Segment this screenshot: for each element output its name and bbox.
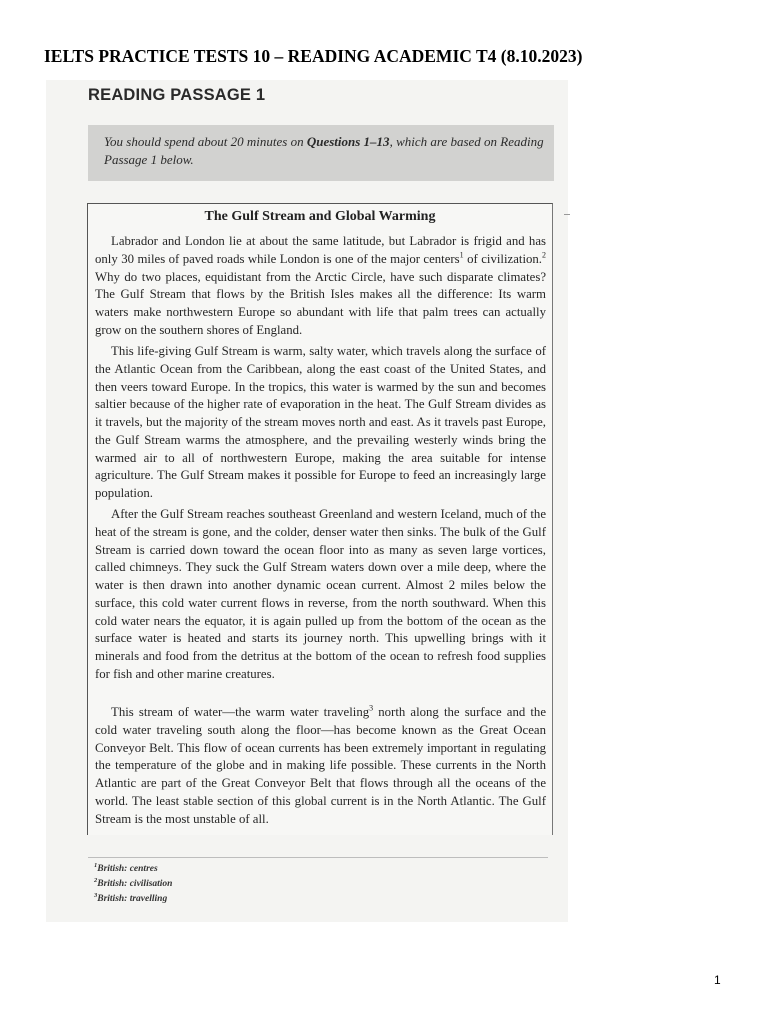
instructions-text: You should spend about 20 minutes on	[104, 134, 307, 149]
footnote-3	[94, 892, 167, 904]
paragraph-4-text-a: This stream of water—the warm water traveling	[111, 705, 370, 719]
paragraph-1-text-b: of civilization.	[463, 251, 542, 266]
page-number: 1	[714, 973, 721, 987]
paragraph-4-text-b: north along the surface and the cold water traveling south along the floor—has become known as the Great Ocean Conveyor Belt. This flow of ocean currents has been extremely important in regulating the temperature of the globe and in making life possible. These currents in the North Atlantic are part of the Great Conveyor Belt that flows through all the oceans of the world. The least stable section of this global current is in the North Atlantic. The Gulf Stream is the most unstable of all.	[95, 705, 546, 826]
paragraph-3: After the Gulf Stream reaches southeast Greenland and western Iceland, much of the heat of the stream is gone, and the colder, denser water then sinks. The bulk of the Gulf Stream is carried down toward the ocean floor into as many as seven large vortices, called chimneys. They suck the Gulf Stream waters down over a mile deep, where the water is then drawn into another dynamic ocean current. Almost 2 miles below the surface, this cold water current flows in reverse, from the north southward. When this cold water nears the equator, it is again pulled up from the bottom of the ocean as the surface water is heated and starts its journey north. This upwelling brings with it minerals and food from the detritus at the bottom of the ocean to refresh food supplies for fish and other marine creatures.	[95, 507, 546, 681]
footnote-text: British: civilisation	[97, 879, 173, 890]
passage-title: The Gulf Stream and Global Warming	[204, 209, 436, 224]
paragraph-1-text-a: Labrador and London lie at about the same latitude, but Labrador is frigid and has only 30 miles of paved roads while London is one of the major centers	[95, 234, 546, 266]
footnote-ref-1: 1	[459, 250, 464, 260]
footnote-mark: 2	[94, 877, 98, 884]
margin-mark	[564, 214, 570, 215]
instructions-questions: Questions 1–13	[306, 134, 390, 149]
footnote-mark: 3	[94, 892, 98, 899]
paragraph-4	[95, 704, 546, 828]
footnote-1	[94, 862, 158, 874]
footnote-ref-3: 3	[369, 703, 374, 713]
paragraph-2: This life-giving Gulf Stream is warm, salty water, which travels along the surface of the Atlantic Ocean from the Caribbean, along the east coast of the United States, and then veers toward Europe. In the tropics, this water is warmed by the sun and becomes saltier because of the higher rate of evaporation in the heat. The Gulf Stream divides as it travels, but the majority of the stream moves north and east. As it travels past Europe, the Gulf Stream warms the atmosphere, and the prevailing westerly winds bring the warmed air to all of northwestern Europe, making the area suitable for intense agriculture. The Gulf Stream makes it possible for Europe to feed an increasingly large population.	[95, 344, 546, 500]
footnote-mark: 1	[94, 862, 98, 869]
paragraph-1-text-c: Why do two places, equidistant from the Arctic Circle, have such disparate climates? The Gulf Stream that flows by the British Isles makes all the difference: Its warm waters make northwestern Europe so abundant with life that palm trees can actually grow on the southern shores of England.	[95, 269, 546, 337]
footnote-divider	[88, 857, 548, 858]
document-header: IELTS PRACTICE TESTS 10 – READING ACADEMIC T4 (8.10.2023)	[44, 46, 583, 66]
instructions-text-end: , which are based on Reading Passage 1 below.	[104, 134, 544, 167]
footnote-2	[94, 877, 172, 889]
instructions-box	[88, 125, 554, 181]
footnote-text: British: centres	[97, 864, 158, 875]
footnote-ref-2: 2	[542, 250, 546, 260]
section-label: READING PASSAGE 1	[88, 86, 266, 104]
paragraph-1	[95, 233, 546, 340]
footnote-text: British: travelling	[97, 894, 168, 905]
